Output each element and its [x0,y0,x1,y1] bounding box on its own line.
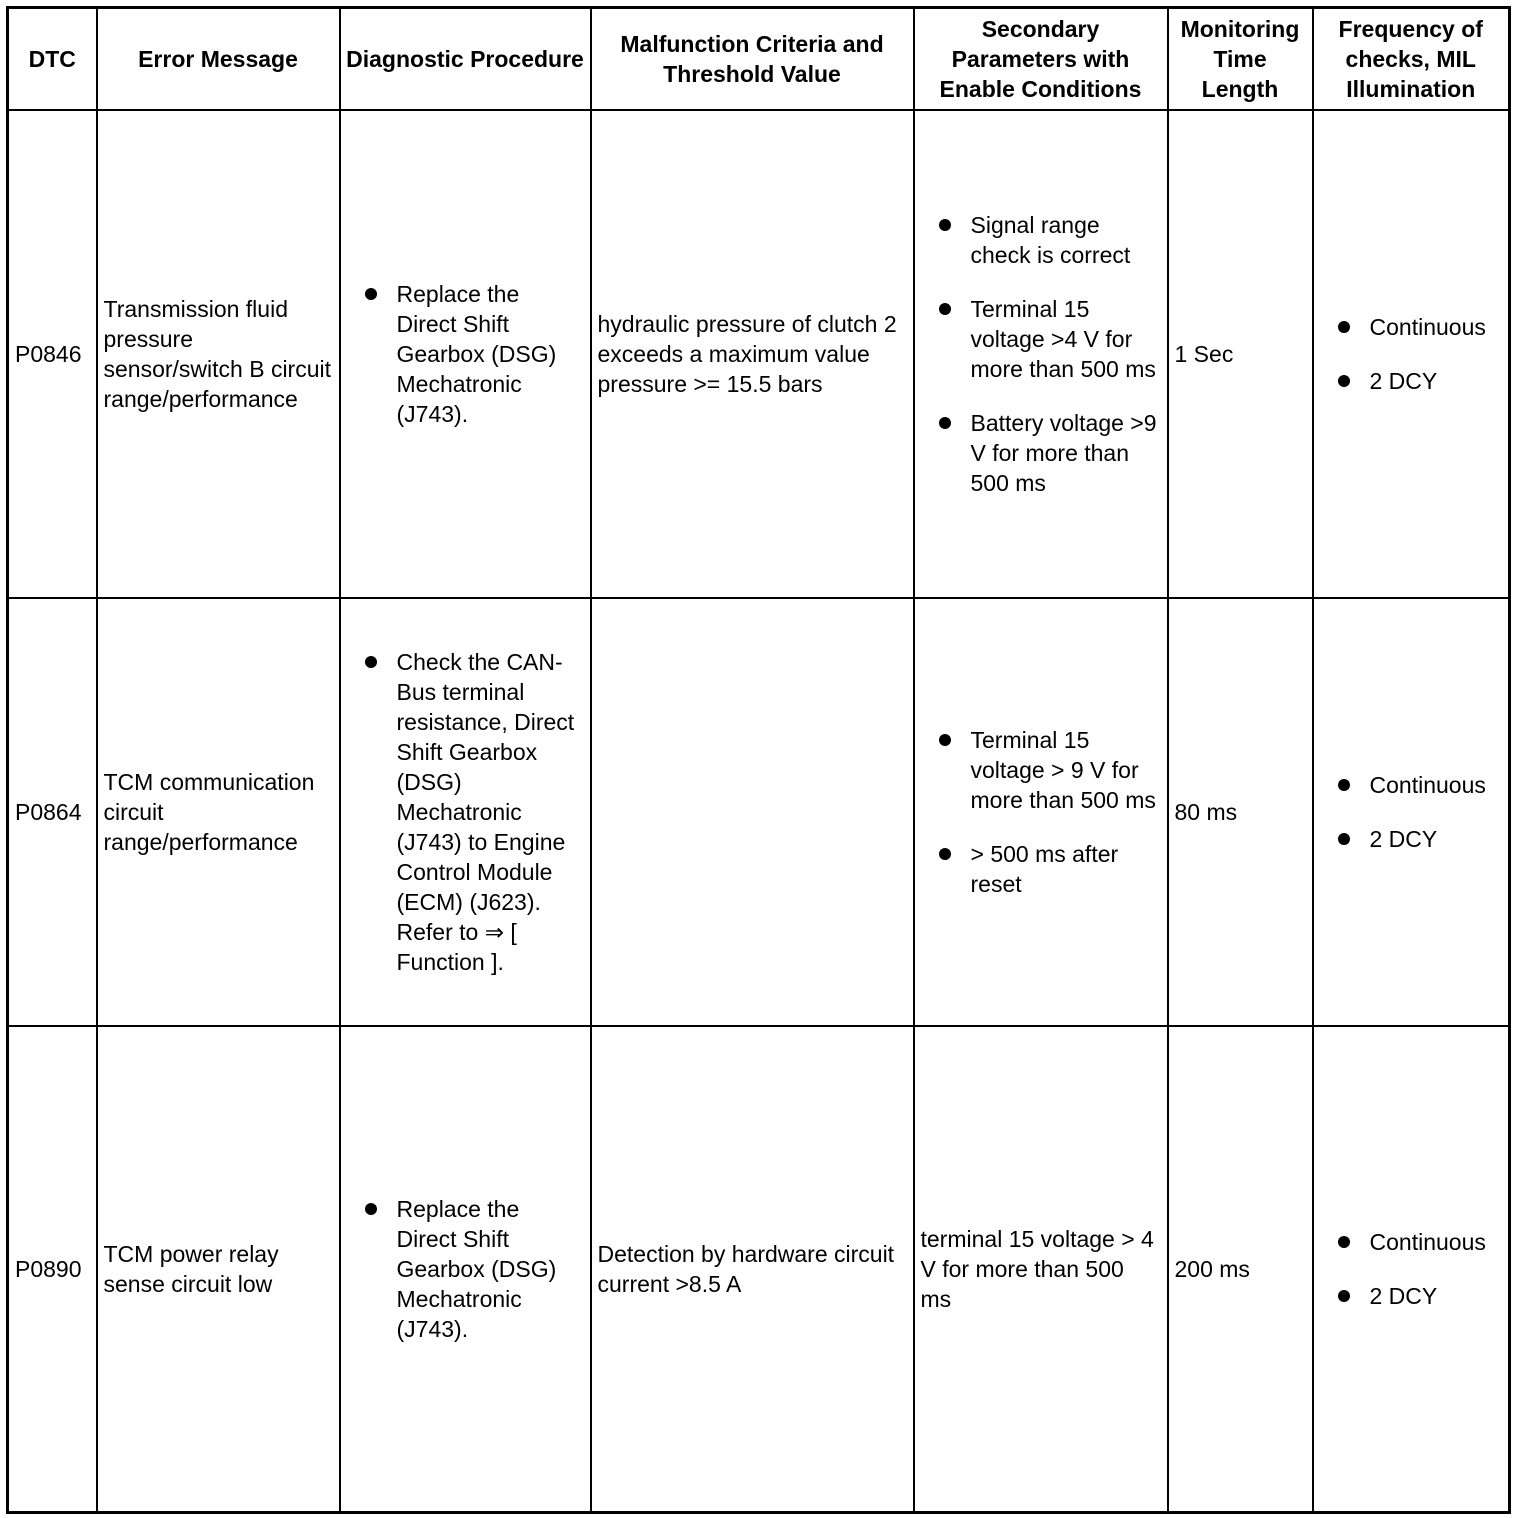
header-monitoring-time: Monitoring Time Length [1168,8,1313,110]
procedure-step: Check the CAN-Bus terminal resistance, Direct Shift Gearbox (DSG) Mechatronic (J743) to Engine Control Module (ECM) (J623). Refer to ⇒ [ Function ]. [347,647,584,977]
procedure-step: Replace the Direct Shift Gearbox (DSG) Mechatronic (J743). [347,279,584,429]
header-dtc: DTC [8,8,97,110]
secondary-condition: Terminal 15 voltage >4 V for more than 500 ms [921,294,1161,384]
dtc-table [6,6,1511,1514]
error-message: TCM power relay sense circuit low [97,1026,340,1513]
secondary-parameters: terminal 15 voltage > 4 V for more than 500 ms [914,1026,1168,1513]
error-message: TCM communication circuit range/performance [97,598,340,1026]
dtc-code: P0846 [8,110,97,598]
frequency-item: 2 DCY [1320,366,1503,396]
diagnostic-procedure [340,1026,591,1513]
frequency-item: Continuous [1320,770,1503,800]
secondary-parameters [914,110,1168,598]
table-row [8,598,1510,1026]
header-diagnostic-procedure: Diagnostic Procedure [340,8,591,110]
frequency [1313,598,1510,1026]
header-error-message: Error Message [97,8,340,110]
header-malfunction-criteria: Malfunction Criteria and Threshold Value [591,8,914,110]
dtc-code: P0890 [8,1026,97,1513]
malfunction-criteria [591,598,914,1026]
secondary-condition: Signal range check is correct [921,210,1161,270]
header-frequency: Frequency of checks, MIL Illumination [1313,8,1510,110]
diagnostic-procedure [340,110,591,598]
malfunction-criteria: hydraulic pressure of clutch 2 exceeds a maximum value pressure >= 15.5 bars [591,110,914,598]
frequency-item: Continuous [1320,1227,1503,1257]
frequency-item: 2 DCY [1320,824,1503,854]
frequency-item: Continuous [1320,312,1503,342]
monitoring-time: 80 ms [1168,598,1313,1026]
frequency [1313,110,1510,598]
dtc-code: P0864 [8,598,97,1026]
secondary-condition: Battery voltage >9 V for more than 500 ms [921,408,1161,498]
frequency [1313,1026,1510,1513]
monitoring-time: 1 Sec [1168,110,1313,598]
monitoring-time: 200 ms [1168,1026,1313,1513]
secondary-parameters [914,598,1168,1026]
frequency-item: 2 DCY [1320,1281,1503,1311]
malfunction-criteria: Detection by hardware circuit current >8.5 A [591,1026,914,1513]
secondary-condition: Terminal 15 voltage > 9 V for more than 500 ms [921,725,1161,815]
table-row [8,1026,1510,1513]
error-message: Transmission fluid pressure sensor/switch B circuit range/performance [97,110,340,598]
header-row [8,8,1510,110]
diagnostic-procedure [340,598,591,1026]
header-secondary-parameters: Secondary Parameters with Enable Conditions [914,8,1168,110]
procedure-step: Replace the Direct Shift Gearbox (DSG) Mechatronic (J743). [347,1194,584,1344]
secondary-condition: > 500 ms after reset [921,839,1161,899]
table-row [8,110,1510,598]
